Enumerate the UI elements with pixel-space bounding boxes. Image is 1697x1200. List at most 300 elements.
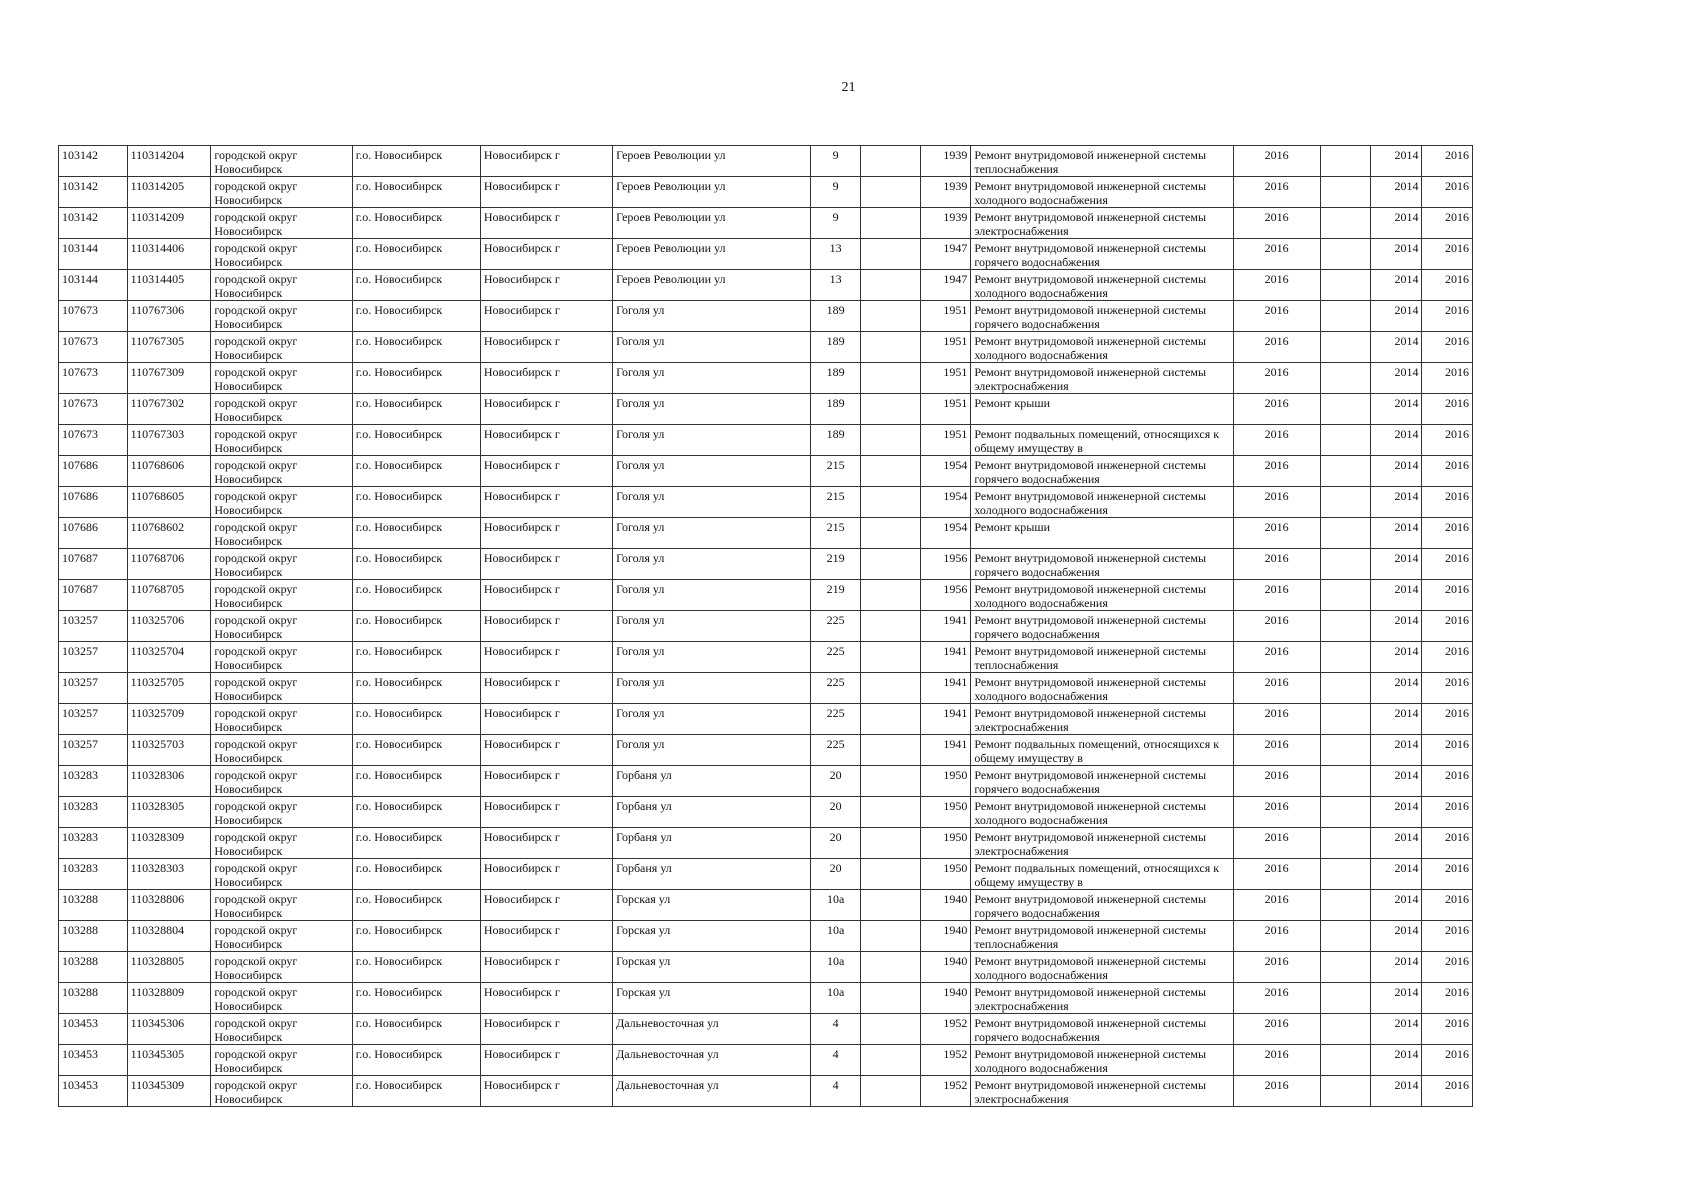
cell-street: Горская ул (613, 890, 811, 921)
cell-district: г.о. Новосибирск (352, 1045, 480, 1076)
work-type-text: Ремонт внутридомовой инженерной системы холодного водоснабжения (974, 489, 1207, 517)
cell-work-type (971, 208, 1233, 239)
cell-city: Новосибирск г (480, 208, 612, 239)
municipality-text: городской округ Новосибирск (214, 210, 298, 238)
cell-work-type (971, 828, 1233, 859)
cell-work-id: 110768705 (127, 580, 211, 611)
cell-district: г.о. Новосибирск (352, 425, 480, 456)
cell-plan-year: 2016 (1233, 394, 1320, 425)
cell-municipality (211, 673, 352, 704)
cell-empty-col (1320, 921, 1370, 952)
cell-street: Горбаня ул (613, 859, 811, 890)
cell-building (861, 580, 921, 611)
cell-empty-col (1320, 983, 1370, 1014)
cell-period-end: 2016 (1422, 518, 1473, 549)
table-row (59, 673, 1473, 704)
cell-house-number: 20 (810, 859, 860, 890)
cell-object-id: 103283 (59, 797, 128, 828)
cell-plan-year: 2016 (1233, 301, 1320, 332)
cell-object-id: 107673 (59, 394, 128, 425)
municipality-text: городской округ Новосибирск (214, 148, 298, 176)
cell-house-number: 10а (810, 890, 860, 921)
cell-building (861, 239, 921, 270)
work-type-text: Ремонт внутридомовой инженерной системы горячего водоснабжения (974, 892, 1207, 920)
cell-object-id: 103257 (59, 704, 128, 735)
municipality-text: городской округ Новосибирск (214, 1016, 298, 1044)
cell-building (861, 921, 921, 952)
cell-district: г.о. Новосибирск (352, 673, 480, 704)
cell-object-id: 107673 (59, 332, 128, 363)
table-row (59, 890, 1473, 921)
work-type-text: Ремонт внутридомовой инженерной системы холодного водоснабжения (974, 179, 1207, 207)
cell-plan-year: 2016 (1233, 580, 1320, 611)
cell-build-year: 1951 (920, 363, 970, 394)
cell-object-id: 107687 (59, 549, 128, 580)
cell-period-start: 2014 (1370, 1014, 1421, 1045)
cell-municipality (211, 177, 352, 208)
cell-building (861, 1076, 921, 1107)
cell-municipality (211, 952, 352, 983)
cell-object-id: 103144 (59, 270, 128, 301)
cell-build-year: 1939 (920, 177, 970, 208)
cell-district: г.о. Новосибирск (352, 177, 480, 208)
cell-plan-year: 2016 (1233, 1076, 1320, 1107)
cell-period-start: 2014 (1370, 735, 1421, 766)
cell-house-number: 225 (810, 642, 860, 673)
cell-empty-col (1320, 146, 1370, 177)
cell-work-type (971, 487, 1233, 518)
cell-house-number: 215 (810, 518, 860, 549)
cell-house-number: 189 (810, 394, 860, 425)
table-row (59, 208, 1473, 239)
cell-building (861, 673, 921, 704)
municipality-text: городской округ Новосибирск (214, 551, 298, 579)
cell-period-start: 2014 (1370, 580, 1421, 611)
cell-street: Героев Революции ул (613, 177, 811, 208)
cell-building (861, 983, 921, 1014)
cell-building (861, 146, 921, 177)
cell-building (861, 518, 921, 549)
cell-work-type (971, 642, 1233, 673)
cell-object-id: 103453 (59, 1045, 128, 1076)
cell-work-type (971, 425, 1233, 456)
cell-house-number: 219 (810, 549, 860, 580)
work-type-text: Ремонт внутридомовой инженерной системы электроснабжения (974, 210, 1207, 238)
cell-period-start: 2014 (1370, 363, 1421, 394)
cell-house-number: 10а (810, 983, 860, 1014)
cell-period-start: 2014 (1370, 208, 1421, 239)
cell-period-start: 2014 (1370, 828, 1421, 859)
cell-period-end: 2016 (1422, 797, 1473, 828)
cell-municipality (211, 828, 352, 859)
cell-municipality (211, 239, 352, 270)
cell-work-type (971, 611, 1233, 642)
cell-work-id: 110328809 (127, 983, 211, 1014)
cell-plan-year: 2016 (1233, 146, 1320, 177)
cell-district: г.о. Новосибирск (352, 394, 480, 425)
cell-object-id: 103288 (59, 983, 128, 1014)
cell-municipality (211, 363, 352, 394)
cell-build-year: 1950 (920, 797, 970, 828)
cell-work-id: 110325706 (127, 611, 211, 642)
cell-street: Гоголя ул (613, 332, 811, 363)
cell-period-start: 2014 (1370, 518, 1421, 549)
cell-plan-year: 2016 (1233, 828, 1320, 859)
cell-municipality (211, 766, 352, 797)
cell-empty-col (1320, 177, 1370, 208)
municipality-text: городской округ Новосибирск (214, 334, 298, 362)
cell-empty-col (1320, 363, 1370, 394)
cell-district: г.о. Новосибирск (352, 363, 480, 394)
cell-period-start: 2014 (1370, 1045, 1421, 1076)
cell-build-year: 1940 (920, 952, 970, 983)
table-row (59, 735, 1473, 766)
table-row (59, 425, 1473, 456)
table-row (59, 394, 1473, 425)
table-row (59, 177, 1473, 208)
cell-plan-year: 2016 (1233, 859, 1320, 890)
cell-object-id: 103453 (59, 1076, 128, 1107)
cell-city: Новосибирск г (480, 611, 612, 642)
cell-work-id: 110325703 (127, 735, 211, 766)
municipality-text: городской округ Новосибирск (214, 1078, 298, 1106)
cell-district: г.о. Новосибирск (352, 642, 480, 673)
table-row (59, 766, 1473, 797)
cell-period-end: 2016 (1422, 177, 1473, 208)
page-number: 21 (841, 80, 856, 95)
cell-build-year: 1941 (920, 642, 970, 673)
cell-district: г.о. Новосибирск (352, 208, 480, 239)
cell-object-id: 103288 (59, 890, 128, 921)
cell-plan-year: 2016 (1233, 766, 1320, 797)
cell-object-id: 103257 (59, 673, 128, 704)
work-type-text: Ремонт внутридомовой инженерной системы теплоснабжения (974, 644, 1207, 672)
cell-city: Новосибирск г (480, 859, 612, 890)
table-row (59, 611, 1473, 642)
table-row (59, 921, 1473, 952)
cell-building (861, 177, 921, 208)
cell-build-year: 1940 (920, 890, 970, 921)
cell-plan-year: 2016 (1233, 952, 1320, 983)
cell-period-end: 2016 (1422, 363, 1473, 394)
cell-street: Героев Революции ул (613, 208, 811, 239)
cell-city: Новосибирск г (480, 332, 612, 363)
cell-district: г.о. Новосибирск (352, 859, 480, 890)
cell-build-year: 1939 (920, 208, 970, 239)
cell-district: г.о. Новосибирск (352, 1076, 480, 1107)
cell-house-number: 189 (810, 363, 860, 394)
cell-period-end: 2016 (1422, 859, 1473, 890)
cell-build-year: 1952 (920, 1045, 970, 1076)
table-row (59, 1014, 1473, 1045)
cell-district: г.о. Новосибирск (352, 735, 480, 766)
municipality-text: городской округ Новосибирск (214, 737, 298, 765)
cell-work-type (971, 146, 1233, 177)
cell-period-end: 2016 (1422, 1014, 1473, 1045)
cell-empty-col (1320, 673, 1370, 704)
cell-empty-col (1320, 301, 1370, 332)
cell-period-start: 2014 (1370, 921, 1421, 952)
municipality-text: городской округ Новосибирск (214, 799, 298, 827)
cell-build-year: 1954 (920, 518, 970, 549)
cell-period-end: 2016 (1422, 890, 1473, 921)
work-type-text: Ремонт внутридомовой инженерной системы холодного водоснабжения (974, 675, 1207, 703)
cell-build-year: 1941 (920, 735, 970, 766)
cell-building (861, 425, 921, 456)
cell-house-number: 4 (810, 1045, 860, 1076)
cell-municipality (211, 797, 352, 828)
cell-build-year: 1950 (920, 859, 970, 890)
cell-plan-year: 2016 (1233, 208, 1320, 239)
cell-house-number: 189 (810, 301, 860, 332)
cell-object-id: 103283 (59, 766, 128, 797)
cell-street: Героев Революции ул (613, 146, 811, 177)
cell-period-end: 2016 (1422, 456, 1473, 487)
cell-period-end: 2016 (1422, 425, 1473, 456)
cell-district: г.о. Новосибирск (352, 580, 480, 611)
cell-house-number: 225 (810, 704, 860, 735)
cell-municipality (211, 642, 352, 673)
cell-house-number: 10а (810, 952, 860, 983)
cell-street: Гоголя ул (613, 735, 811, 766)
cell-period-end: 2016 (1422, 735, 1473, 766)
work-type-text: Ремонт крыши (974, 520, 1050, 534)
municipality-text: городской округ Новосибирск (214, 365, 298, 393)
cell-empty-col (1320, 518, 1370, 549)
cell-house-number: 225 (810, 735, 860, 766)
cell-street: Горбаня ул (613, 828, 811, 859)
work-type-text: Ремонт крыши (974, 396, 1050, 410)
cell-work-type (971, 1076, 1233, 1107)
cell-object-id: 107686 (59, 487, 128, 518)
cell-work-type (971, 332, 1233, 363)
cell-house-number: 10а (810, 921, 860, 952)
cell-work-type (971, 456, 1233, 487)
cell-period-end: 2016 (1422, 828, 1473, 859)
table-row (59, 859, 1473, 890)
table-row (59, 1076, 1473, 1107)
cell-build-year: 1940 (920, 921, 970, 952)
cell-empty-col (1320, 642, 1370, 673)
cell-district: г.о. Новосибирск (352, 797, 480, 828)
municipality-text: городской округ Новосибирск (214, 458, 298, 486)
cell-street: Дальневосточная ул (613, 1045, 811, 1076)
cell-city: Новосибирск г (480, 518, 612, 549)
cell-city: Новосибирск г (480, 952, 612, 983)
cell-work-type (971, 270, 1233, 301)
municipality-text: городской округ Новосибирск (214, 985, 298, 1013)
cell-build-year: 1940 (920, 983, 970, 1014)
cell-empty-col (1320, 208, 1370, 239)
cell-build-year: 1951 (920, 425, 970, 456)
cell-plan-year: 2016 (1233, 487, 1320, 518)
cell-district: г.о. Новосибирск (352, 456, 480, 487)
cell-period-start: 2014 (1370, 766, 1421, 797)
cell-street: Гоголя ул (613, 425, 811, 456)
work-type-text: Ремонт внутридомовой инженерной системы горячего водоснабжения (974, 241, 1207, 269)
cell-build-year: 1941 (920, 673, 970, 704)
cell-work-type (971, 766, 1233, 797)
cell-period-start: 2014 (1370, 642, 1421, 673)
cell-work-id: 110768706 (127, 549, 211, 580)
cell-city: Новосибирск г (480, 363, 612, 394)
cell-street: Горбаня ул (613, 766, 811, 797)
cell-building (861, 332, 921, 363)
work-type-text: Ремонт внутридомовой инженерной системы электроснабжения (974, 985, 1207, 1013)
cell-object-id: 107673 (59, 301, 128, 332)
cell-district: г.о. Новосибирск (352, 828, 480, 859)
cell-period-end: 2016 (1422, 270, 1473, 301)
cell-plan-year: 2016 (1233, 642, 1320, 673)
cell-empty-col (1320, 1076, 1370, 1107)
cell-empty-col (1320, 859, 1370, 890)
cell-street: Гоголя ул (613, 394, 811, 425)
table-row (59, 332, 1473, 363)
cell-work-type (971, 952, 1233, 983)
cell-work-type (971, 859, 1233, 890)
cell-period-end: 2016 (1422, 487, 1473, 518)
cell-street: Гоголя ул (613, 487, 811, 518)
work-type-text: Ремонт внутридомовой инженерной системы холодного водоснабжения (974, 1047, 1207, 1075)
cell-period-start: 2014 (1370, 611, 1421, 642)
cell-street: Дальневосточная ул (613, 1014, 811, 1045)
cell-building (861, 270, 921, 301)
table-row (59, 704, 1473, 735)
table-row (59, 580, 1473, 611)
municipality-text: городской округ Новосибирск (214, 644, 298, 672)
cell-city: Новосибирск г (480, 735, 612, 766)
cell-period-start: 2014 (1370, 549, 1421, 580)
work-type-text: Ремонт внутридомовой инженерной системы электроснабжения (974, 365, 1207, 393)
cell-district: г.о. Новосибирск (352, 518, 480, 549)
table-row (59, 952, 1473, 983)
cell-work-type (971, 239, 1233, 270)
cell-work-type (971, 301, 1233, 332)
cell-district: г.о. Новосибирск (352, 766, 480, 797)
work-type-text: Ремонт внутридомовой инженерной системы холодного водоснабжения (974, 954, 1207, 982)
cell-work-id: 110314205 (127, 177, 211, 208)
cell-period-start: 2014 (1370, 952, 1421, 983)
cell-empty-col (1320, 1014, 1370, 1045)
cell-work-id: 110768605 (127, 487, 211, 518)
cell-plan-year: 2016 (1233, 611, 1320, 642)
cell-city: Новосибирск г (480, 239, 612, 270)
cell-city: Новосибирск г (480, 766, 612, 797)
cell-work-type (971, 363, 1233, 394)
cell-empty-col (1320, 580, 1370, 611)
cell-object-id: 103142 (59, 208, 128, 239)
cell-city: Новосибирск г (480, 487, 612, 518)
cell-work-id: 110328806 (127, 890, 211, 921)
table-row (59, 1045, 1473, 1076)
cell-object-id: 103257 (59, 642, 128, 673)
table-row (59, 828, 1473, 859)
cell-municipality (211, 456, 352, 487)
cell-period-start: 2014 (1370, 239, 1421, 270)
cell-city: Новосибирск г (480, 177, 612, 208)
municipality-text: городской округ Новосибирск (214, 675, 298, 703)
cell-city: Новосибирск г (480, 797, 612, 828)
cell-empty-col (1320, 704, 1370, 735)
cell-municipality (211, 518, 352, 549)
cell-build-year: 1941 (920, 704, 970, 735)
cell-house-number: 9 (810, 146, 860, 177)
cell-period-end: 2016 (1422, 394, 1473, 425)
cell-object-id: 103283 (59, 828, 128, 859)
cell-object-id: 107686 (59, 456, 128, 487)
cell-empty-col (1320, 890, 1370, 921)
cell-plan-year: 2016 (1233, 735, 1320, 766)
cell-street: Гоголя ул (613, 580, 811, 611)
cell-street: Гоголя ул (613, 642, 811, 673)
cell-building (861, 549, 921, 580)
cell-street: Горбаня ул (613, 797, 811, 828)
cell-period-start: 2014 (1370, 673, 1421, 704)
cell-municipality (211, 332, 352, 363)
cell-object-id: 107673 (59, 425, 128, 456)
cell-building (861, 859, 921, 890)
cell-plan-year: 2016 (1233, 518, 1320, 549)
cell-empty-col (1320, 549, 1370, 580)
cell-municipality (211, 1076, 352, 1107)
cell-house-number: 215 (810, 456, 860, 487)
cell-period-end: 2016 (1422, 580, 1473, 611)
cell-district: г.о. Новосибирск (352, 549, 480, 580)
cell-street: Гоголя ул (613, 611, 811, 642)
cell-building (861, 952, 921, 983)
cell-house-number: 20 (810, 828, 860, 859)
cell-city: Новосибирск г (480, 1076, 612, 1107)
cell-house-number: 4 (810, 1014, 860, 1045)
cell-empty-col (1320, 611, 1370, 642)
cell-street: Гоголя ул (613, 456, 811, 487)
cell-empty-col (1320, 456, 1370, 487)
cell-municipality (211, 1045, 352, 1076)
cell-object-id: 103142 (59, 146, 128, 177)
cell-period-start: 2014 (1370, 301, 1421, 332)
cell-house-number: 225 (810, 611, 860, 642)
cell-work-type (971, 1045, 1233, 1076)
cell-district: г.о. Новосибирск (352, 270, 480, 301)
cell-work-id: 110345305 (127, 1045, 211, 1076)
cell-build-year: 1947 (920, 239, 970, 270)
cell-district: г.о. Новосибирск (352, 301, 480, 332)
cell-city: Новосибирск г (480, 425, 612, 456)
cell-city: Новосибирск г (480, 301, 612, 332)
cell-object-id: 103288 (59, 921, 128, 952)
table-row (59, 487, 1473, 518)
cell-object-id: 103142 (59, 177, 128, 208)
cell-house-number: 219 (810, 580, 860, 611)
municipality-text: городской округ Новосибирск (214, 706, 298, 734)
work-type-text: Ремонт внутридомовой инженерной системы электроснабжения (974, 1078, 1207, 1106)
cell-object-id: 107686 (59, 518, 128, 549)
cell-building (861, 611, 921, 642)
cell-street: Горская ул (613, 921, 811, 952)
cell-municipality (211, 735, 352, 766)
cell-work-id: 110314405 (127, 270, 211, 301)
cell-street: Горская ул (613, 983, 811, 1014)
cell-building (861, 487, 921, 518)
cell-district: г.о. Новосибирск (352, 487, 480, 518)
cell-building (861, 704, 921, 735)
cell-empty-col (1320, 1045, 1370, 1076)
cell-work-type (971, 921, 1233, 952)
cell-city: Новосибирск г (480, 394, 612, 425)
cell-house-number: 13 (810, 239, 860, 270)
cell-build-year: 1950 (920, 766, 970, 797)
table-row (59, 301, 1473, 332)
